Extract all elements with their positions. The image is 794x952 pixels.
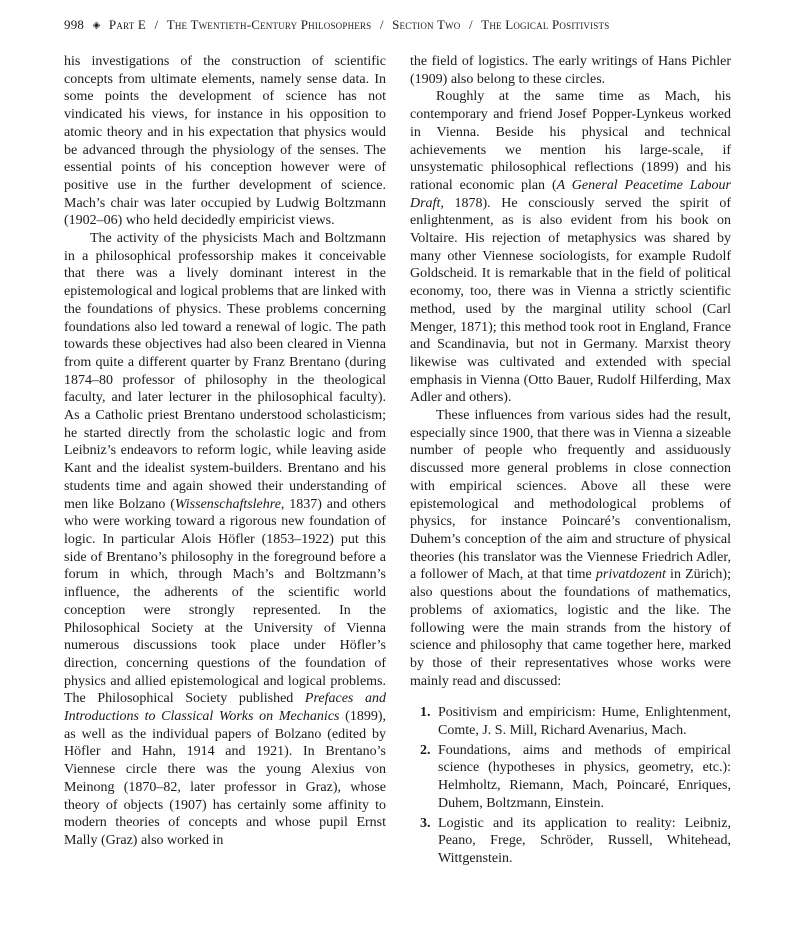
list-number: 3. xyxy=(420,815,431,831)
running-header xyxy=(64,15,744,37)
section-label: Section Two xyxy=(392,17,461,32)
text-run: The activity of the physicists Mach and Boltzmann in a philosophical professorship makes it conceivable that there was a lively dominant interest in the epistemological and logical problems that are linked with the foundations of physics. These problems concerning foundations also led toward a renewal of logic. The path towards these objectives had also been cleared in Vienna from quite a different quarter by Franz Brentano (during 1874–80 professor of philosophy in the theological faculty, and later lecturer in the philosophical faculty). As a Catholic priest Brentano understood scholasticism; he started directly from the scholastic logic and from Leibniz’s endeavors to reform logic, while leaving aside Kant and the idealist system-builders. Brentano and his students time and again showed their understanding of men like Bolzano ( xyxy=(64,231,386,512)
paragraph xyxy=(64,230,386,850)
numbered-list xyxy=(410,704,731,867)
section-title: The Twentieth-Century Philosophers xyxy=(166,17,372,32)
italic-title: A General Peacetime Labour Draft, xyxy=(410,177,731,211)
paragraph xyxy=(410,407,731,690)
list-item-text: Positivism and empiricism: Hume, Enlightenment, Comte, J. S. Mill, Richard Avenarius, Mach. xyxy=(438,705,731,739)
list-number: 1. xyxy=(420,705,431,721)
text-run: Roughly at the same time as Mach, his contemporary and friend Josef Popper-Lynkeus worked in Vienna. Beside his physical and technical achievements we mention his large-scale, if unsystematic philosophical reflections (1899) and his rational economic plan ( xyxy=(410,89,731,193)
italic-term: privatdozent xyxy=(595,567,666,583)
paragraph xyxy=(410,88,731,407)
header-separator: / xyxy=(154,17,159,32)
italic-title: Prefaces and Introductions to Classical Works on Mechanics xyxy=(64,691,387,725)
list-item xyxy=(410,815,731,868)
list-item xyxy=(410,704,731,739)
page-number: 998 xyxy=(64,17,85,32)
left-column xyxy=(64,53,386,850)
list-item-text: Foundations, aims and methods of empirical science (hypotheses in physics, geometry, etc.): Helmholtz, Riemann, Mach, Poincaré, Enriques, Duhem, Boltzmann, Einstein. xyxy=(438,742,731,811)
right-column xyxy=(410,53,731,882)
list-number: 2. xyxy=(420,742,431,758)
header-separator: / xyxy=(379,17,384,32)
text-run: in Zürich); also questions about the foundations of mathematics, problems of axiomatics, logistic and the like. The following were the main strands from the history of science and philosophy that came together here, marked by those of their representatives whose works were mainly read and discussed: xyxy=(410,567,731,689)
diamond-ornament-icon: ◈ xyxy=(92,20,101,31)
italic-title: Wissenschaftslehre, xyxy=(174,496,285,512)
header-separator: / xyxy=(468,17,473,32)
text-run: 1878). He consciously served the spirit of enlightenment, as is also evident from his book on Voltaire. His rejection of metaphysics was shared by many other Viennese sociologists, for example Rudolf Goldscheid. It is remarkable that in the field of political economy, too, there was in Vienna a strictly scientific method, used by the marginal utility school (Carl Menger, 1871); this method took root in England, France and Scandinavia, but not in Germany. Marxist theory likewise was cultivated and extended with special emphasis in Vienna (Otto Bauer, Rudolf Hilferding, Max Adler and others). xyxy=(410,195,731,406)
list-item xyxy=(410,742,731,813)
paragraph: the field of logistics. The early writings of Hans Pichler (1909) also belong to these circles. xyxy=(410,54,731,87)
chapter-title: The Logical Positivists xyxy=(481,17,610,32)
text-run: These influences from various sides had the result, especially since 1900, that there was in Vienna a sizeable number of people who frequently and assiduously discussed more general problems in close connection with empirical sciences. Above all these were epistemological and methodological problems of physics, for instance Poincaré’s conventionalism, Duhem’s conception of the aim and structure of physical theories (his translator was the Viennese Friedrich Adler, a follower of Mach, at that time xyxy=(410,408,731,583)
part-label: Part E xyxy=(108,17,146,32)
text-run: 1837) and others who were working toward a rigorous new foundation of logic. In particular Alois Höfler (1853–1922) put this side of Brentano’s philosophy in the foreground before a forum in which, through Mach’s and Boltzmann’s influence, the adherents of the scientific world conception were strongly represented. In the Philosophical Society at the University of Vienna numerous discussions took place under Höfler’s direction, concerning questions of the foundation of physics and allied epistemological and logical problems. The Philosophical Society published xyxy=(64,496,386,707)
text-run: (1899), as well as the individual papers of Bolzano (edited by Höfler and Hahn, 1914 and 1921). In Brentano’s Viennese circle there was the young Alexius von Meinong (1870–82, later professor in Graz), whose theory of objects (1907) has certainly some affinity to modern theories of concepts and whose pupil Ernst Mally (Graz) also worked in xyxy=(64,709,386,848)
list-item-text: Logistic and its application to reality: Leibniz, Peano, Frege, Schröder, Russell, Whitehead, Wittgenstein. xyxy=(438,815,731,866)
paragraph: his investigations of the construction of scientific concepts from ultimate elements, namely sense data. In some points the development of science has not vindicated his views, for instance in his opposition to atomic theory and in his expectation that physics would be advanced through the physiology of the senses. The essential points of his conception however were of positive use in the further development of science. Mach’s chair was later occupied by Ludwig Boltzmann (1902–06) who held decidedly empiricist views. xyxy=(64,54,386,229)
